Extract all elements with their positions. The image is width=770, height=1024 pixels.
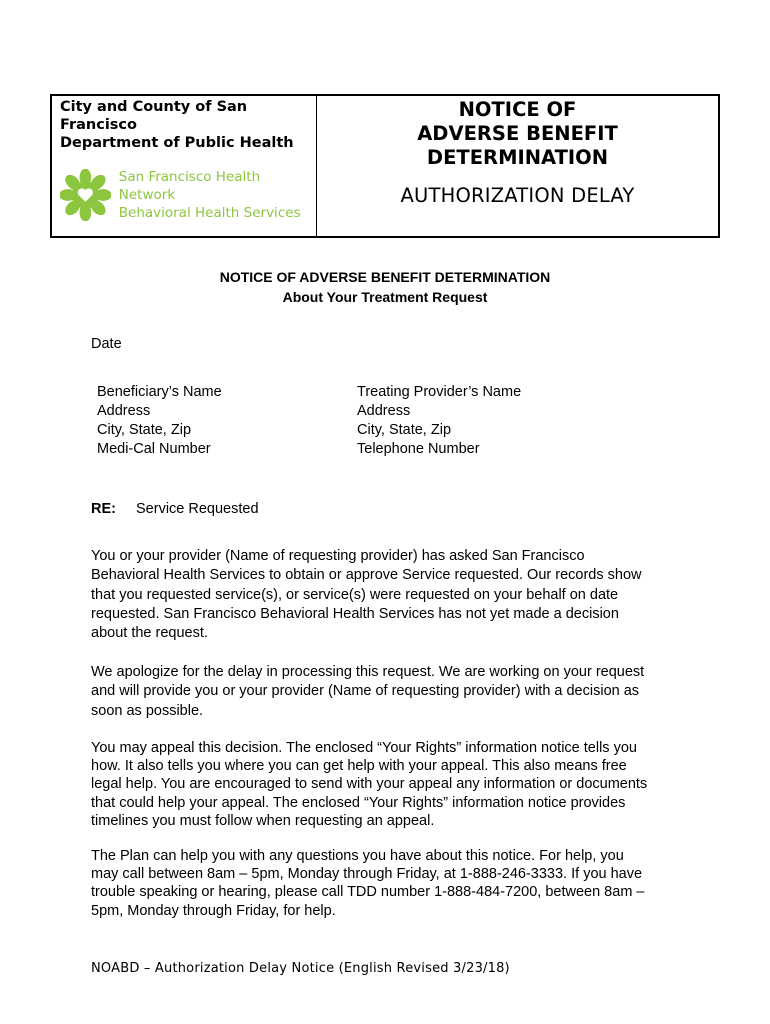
sfhn-logo [60,168,316,222]
beneficiary-block [97,383,222,459]
text-line: The Plan can help you with any questions you have about this notice. For help, you [91,848,624,864]
text-line: You or your provider (Name of requesting provider) has asked San Francisco [91,548,585,564]
logo-text [119,168,316,222]
org-line: Department of Public Health [60,135,294,151]
document-title: NOTICE OF ADVERSE BENEFIT DETERMINATION [219,269,551,285]
text-line: timelines you must follow when requesting an appeal. [91,812,435,829]
heart-leaves-icon [60,169,111,221]
provider-address: Address [357,403,411,419]
provider-name: Treating Provider’s Name [357,384,522,400]
text-line: You may appeal this decision. The enclosed “Your Rights” information notice tells you [91,740,637,756]
notice-title-line: ADVERSE BENEFIT [417,122,618,145]
paragraph-help [91,847,681,920]
letterhead-org-panel [52,96,317,236]
text-line: trouble speaking or hearing, please call TDD number 1-888-484-7200, between 8am – [91,884,645,901]
notice-title-line: NOTICE OF [458,98,577,121]
text-line: legal help. You are encouraged to send with your appeal any information or documents [91,776,648,793]
paragraph-request [91,547,681,643]
paragraph-apology [91,663,681,721]
notice-title-line: DETERMINATION [426,146,609,169]
beneficiary-name: Beneficiary’s Name [97,384,222,400]
beneficiary-medi-cal-number: Medi-Cal Number [97,441,211,457]
beneficiary-city-state-zip: City, State, Zip [97,422,192,438]
re-value: Service Requested [136,501,259,517]
text-line: that you requested service(s), or service(s) were requested on your behalf on date [91,586,619,603]
logo-line-1: San Francisco Health Network [118,169,261,203]
re-label: RE: [91,501,116,517]
text-line: soon as possible. [91,702,204,719]
date-field: Date [91,336,122,352]
letterhead-box [50,94,720,238]
text-line: and will provide you or your provider (Name of requesting provider) with a decision as [91,683,640,700]
text-line: We apologize for the delay in processing this request. We are working on your request [91,664,645,680]
text-line: about the request. [91,625,208,642]
notice-title-panel [317,96,718,236]
document-subtitle: About Your Treatment Request [282,289,488,305]
text-line: that could help your appeal. The enclosed “Your Rights” information notice provides [91,794,626,811]
text-line: how. It also tells you where you can get help with your appeal. This also means free [91,758,627,775]
page-footer: NOABD – Authorization Delay Notice (English Revised 3/23/18) [91,961,510,976]
org-line: Francisco [60,117,137,133]
provider-block [357,383,521,459]
provider-city-state-zip: City, State, Zip [357,422,452,438]
text-line: may call between 8am – 5pm, Monday through Friday, at 1-888-246-3333. If you have [91,866,643,883]
paragraph-appeal [91,739,681,830]
org-name [60,98,316,152]
beneficiary-address: Address [97,403,151,419]
text-line: requested. San Francisco Behavioral Health Services has not yet made a decision [91,605,619,622]
notice-title [317,98,718,170]
notice-subtitle: AUTHORIZATION DELAY [400,184,635,207]
org-line: City and County of San [60,99,248,115]
provider-telephone: Telephone Number [357,441,480,457]
logo-line-2: Behavioral Health Services [118,205,301,221]
text-line: 5pm, Monday through Friday, for help. [91,902,336,919]
text-line: Behavioral Health Services to obtain or approve Service requested. Our records show [91,567,642,584]
